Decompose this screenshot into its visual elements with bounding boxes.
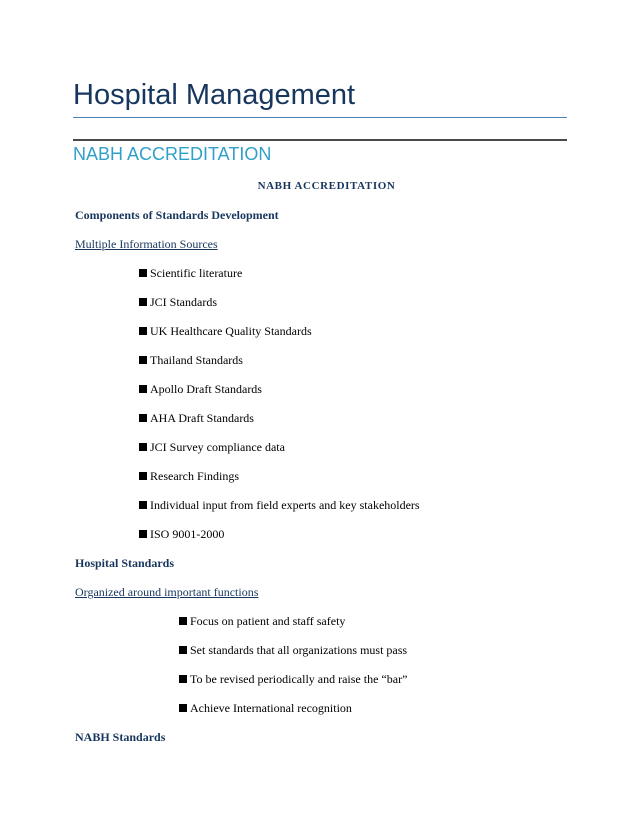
square-bullet-icon	[179, 704, 187, 712]
list-item	[139, 265, 242, 281]
list-item-label: UK Healthcare Quality Standards	[150, 324, 312, 338]
list-item-label: Set standards that all organizations must pass	[190, 643, 408, 657]
square-bullet-icon	[139, 298, 147, 306]
list-item-label: Research Findings	[150, 469, 239, 483]
organized-functions-heading: Organized around important functions	[75, 585, 259, 599]
list-item	[179, 671, 407, 687]
list-item	[179, 700, 352, 716]
center-heading: NABH ACCREDITATION	[257, 180, 396, 192]
list-item-label: JCI Standards	[150, 295, 217, 309]
list-item-label: Focus on patient and staff safety	[190, 614, 346, 628]
multiple-sources-heading: Multiple Information Sources	[75, 237, 218, 251]
square-bullet-icon	[179, 646, 187, 654]
title-underline-rule	[73, 117, 567, 118]
square-bullet-icon	[139, 414, 147, 422]
list-item	[139, 294, 217, 310]
page-title: Hospital Management	[73, 79, 356, 111]
square-bullet-icon	[179, 675, 187, 683]
list-item	[139, 526, 224, 542]
nabh-standards-heading: NABH Standards	[75, 730, 166, 744]
square-bullet-icon	[139, 443, 147, 451]
list-item-label: JCI Survey compliance data	[150, 440, 285, 454]
list-item-label: AHA Draft Standards	[150, 411, 254, 425]
section-divider-rule	[73, 139, 567, 141]
page-subtitle: NABH ACCREDITATION	[73, 144, 272, 164]
list-item-label: Achieve International recognition	[190, 701, 352, 715]
list-item	[139, 468, 239, 484]
list-item-label: Individual input from field experts and key stakeholders	[150, 498, 420, 512]
list-item-label: Apollo Draft Standards	[150, 382, 262, 396]
square-bullet-icon	[139, 269, 147, 277]
square-bullet-icon	[139, 472, 147, 480]
list-item-label: Scientific literature	[150, 266, 243, 280]
list-item	[139, 410, 254, 426]
square-bullet-icon	[139, 356, 147, 364]
list-item-label: Thailand Standards	[150, 353, 243, 367]
list-item	[139, 323, 312, 339]
list-item	[179, 642, 407, 658]
square-bullet-icon	[179, 617, 187, 625]
square-bullet-icon	[139, 501, 147, 509]
square-bullet-icon	[139, 327, 147, 335]
components-heading: Components of Standards Development	[75, 208, 279, 222]
list-item-label: To be revised periodically and raise the “bar”	[190, 672, 408, 686]
list-item	[139, 439, 285, 455]
list-item	[139, 381, 262, 397]
list-item	[179, 613, 345, 629]
list-item-label: ISO 9001-2000	[150, 527, 225, 541]
list-item	[139, 497, 420, 513]
list-item	[139, 352, 243, 368]
hospital-standards-heading: Hospital Standards	[75, 556, 175, 570]
square-bullet-icon	[139, 385, 147, 393]
square-bullet-icon	[139, 530, 147, 538]
